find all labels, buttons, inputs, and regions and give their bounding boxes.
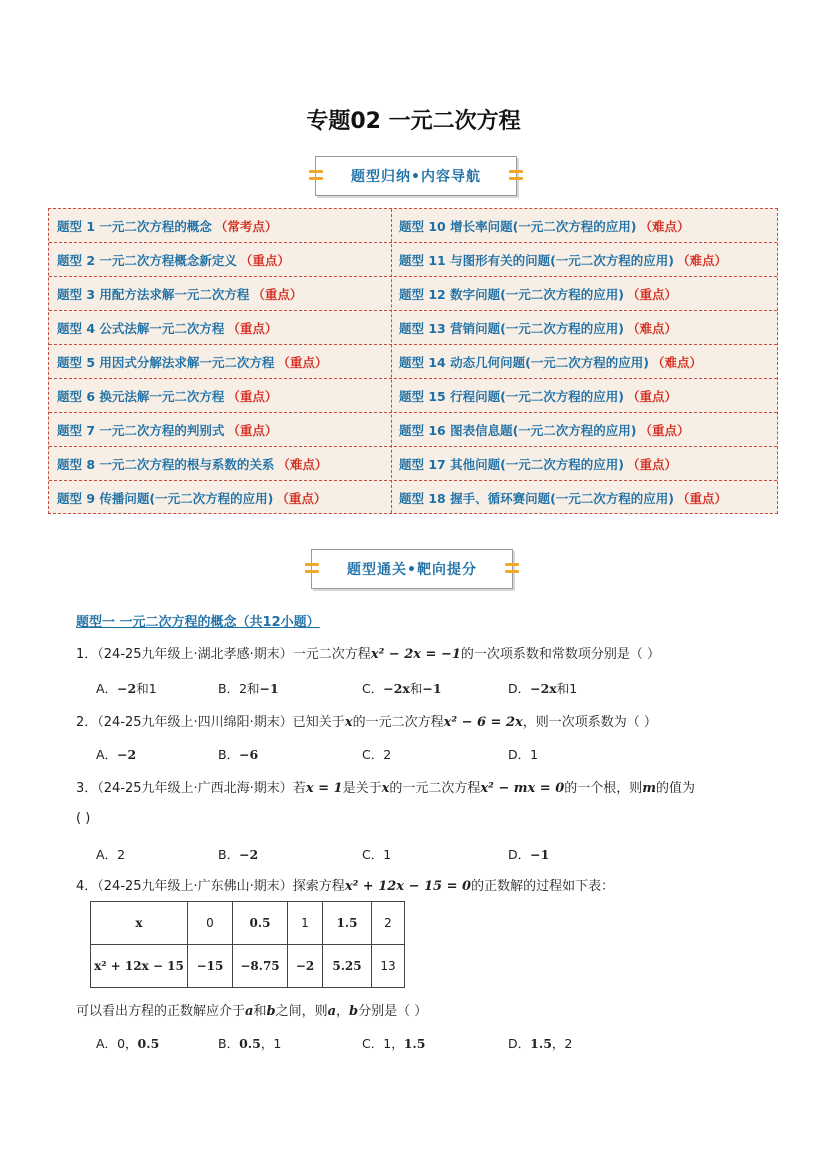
equation: x² − mx = 0 [480,781,565,796]
banner-right-deco [509,166,523,184]
nav-item-14[interactable]: 题型 14 动态几何问题(一元二次方程的应用) （难点） [399,355,703,370]
q3-option-b[interactable]: B．−2 [218,847,259,862]
q1-option-a[interactable]: A．−2和1 [96,681,157,696]
table-cell: −2 [288,945,323,988]
table-cell: −8.75 [233,945,288,988]
equation: x² − 2x = −1 [370,647,461,662]
nav-item-17[interactable]: 题型 17 其他问题(一元二次方程的应用) （重点） [399,457,678,472]
table-row [91,902,405,945]
table-cell: 0.5 [233,902,288,945]
practice-banner [311,549,513,589]
q1-option-b[interactable]: B．2和−1 [218,681,279,696]
q4-option-d[interactable]: D．1.5，2 [508,1036,573,1051]
nav-item-5[interactable]: 题型 5 用因式分解法求解一元二次方程 （重点） [57,355,328,370]
table-cell: 1.5 [323,902,372,945]
q2-option-a[interactable]: A．−2 [96,747,137,762]
question-3: 3．（24-25九年级上·广西北海·期末）若x = 1是关于x的一元二次方程x² − mx = 0的一个根，则m的值为 [76,781,696,796]
nav-item-12[interactable]: 题型 12 数字问题(一元二次方程的应用) （重点） [399,287,678,302]
nav-item-11[interactable]: 题型 11 与图形有关的问题(一元二次方程的应用) （难点） [399,253,728,268]
q3-option-c[interactable]: C．1 [362,847,392,862]
table-cell: 1 [288,902,323,945]
q1-option-c[interactable]: C．−2x和−1 [362,681,442,696]
q3-option-a[interactable]: A．2 [96,847,126,862]
table-cell: 5.25 [323,945,372,988]
nav-item-7[interactable]: 题型 7 一元二次方程的判别式 （重点） [57,423,278,438]
table-cell: 0 [188,902,233,945]
q3-option-d[interactable]: D．−1 [508,847,550,862]
equation: x² − 6 = 2x [443,715,523,730]
table-cell: x² + 12x − 15 [91,945,188,988]
question-2: 2．（24-25九年级上·四川绵阳·期末）已知关于x的一元二次方程x² − 6 = 2x，则一次项系数为（ ） [76,715,657,730]
q4-option-b[interactable]: B．0.5，1 [218,1036,282,1051]
table-cell: x [91,902,188,945]
table-row [91,945,405,988]
table-cell: 13 [372,945,405,988]
nav-divider [391,209,392,513]
question-4: 4．（24-25九年级上·广东佛山·期末）探索方程x² + 12x − 15 = 0的正数解的过程如下表： [76,879,615,894]
question-3-paren: ( ) [76,811,91,826]
q2-option-d[interactable]: D．1 [508,747,539,762]
nav-item-16[interactable]: 题型 16 图表信息题(一元二次方程的应用) （重点） [399,423,690,438]
question-4-line2: 可以看出方程的正数解应介于a和b之间，则a，b分别是（ ） [76,1004,428,1019]
banner-left-deco [309,166,323,184]
nav-item-18[interactable]: 题型 18 握手、循环赛问题(一元二次方程的应用) （重点） [399,491,728,506]
banner-right-deco [505,559,519,577]
q2-option-b[interactable]: B．−6 [218,747,259,762]
q1-option-d[interactable]: D．−2x和1 [508,681,578,696]
question-1: 1．（24-25九年级上·湖北孝感·期末）一元二次方程x² − 2x = −1的一次项系数和常数项分别是（ ） [76,647,661,662]
q4-option-c[interactable]: C．1，1.5 [362,1036,426,1051]
banner-label: 题型通关•靶向提分 [347,562,477,578]
equation: x² + 12x − 15 = 0 [344,879,472,894]
table-cell: −15 [188,945,233,988]
nav-item-2[interactable]: 题型 2 一元二次方程概念新定义 （重点） [57,253,290,268]
value-table [90,901,405,988]
q2-option-c[interactable]: C．2 [362,747,392,762]
nav-item-13[interactable]: 题型 13 营销问题(一元二次方程的应用) （难点） [399,321,678,336]
nav-item-3[interactable]: 题型 3 用配方法求解一元二次方程 （重点） [57,287,303,302]
nav-item-6[interactable]: 题型 6 换元法解一元二次方程 （重点） [57,389,278,404]
banner-left-deco [305,559,319,577]
content-nav-banner [315,156,517,196]
table-cell: 2 [372,902,405,945]
nav-item-10[interactable]: 题型 10 增长率问题(一元二次方程的应用) （难点） [399,219,690,234]
nav-item-4[interactable]: 题型 4 公式法解一元二次方程 （重点） [57,321,278,336]
q4-option-a[interactable]: A．0，0.5 [96,1036,160,1051]
page-title: 专题02 一元二次方程 [306,109,521,134]
nav-item-9[interactable]: 题型 9 传播问题(一元二次方程的应用) （重点） [57,491,327,506]
nav-item-15[interactable]: 题型 15 行程问题(一元二次方程的应用) （重点） [399,389,678,404]
nav-item-8[interactable]: 题型 8 一元二次方程的根与系数的关系 （难点） [57,457,328,472]
nav-item-1[interactable]: 题型 1 一元二次方程的概念 （常考点） [57,219,278,234]
topic-nav-table [48,208,778,514]
section-heading: 题型一 一元二次方程的概念（共12小题） [76,615,320,630]
banner-label: 题型归纳•内容导航 [351,169,481,185]
